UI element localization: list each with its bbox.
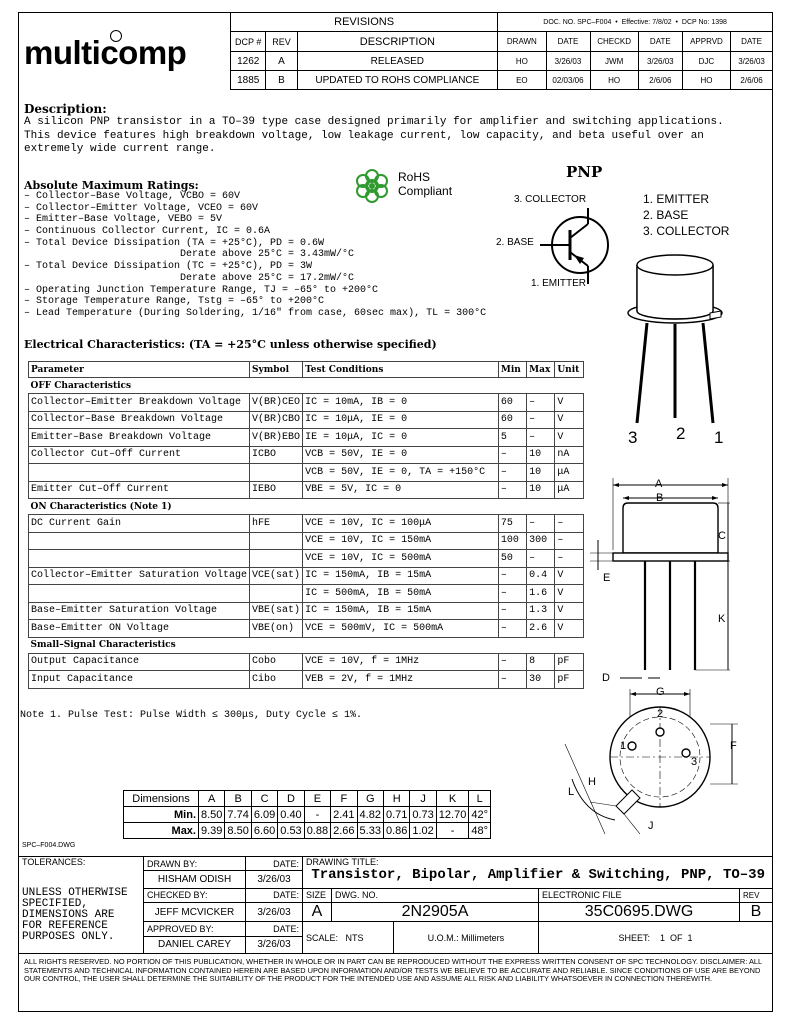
electrical-cell: VBE(on) [250,620,303,638]
checked-by: JEFF MCVICKER [144,902,246,921]
description-title: Description: [24,102,107,116]
electrical-cell: – [527,394,555,412]
pin-number-1: 1 [714,428,724,447]
dim-label-j: J [648,820,654,832]
dimensions-cell: 0.73 [410,807,436,823]
electrical-cell [29,532,250,550]
electrical-cell [250,550,303,568]
pnp-symbol-diagram [540,208,620,284]
electrical-cell: hFE [250,515,303,533]
revision-header-cell: DCP # [231,32,266,52]
dimensions-header-row [124,791,491,807]
sheet-cell: SHEET: 1 OF 1 [539,922,773,954]
revision-cell: 1885 [231,71,266,90]
rating-line: – Collector–Base Voltage, VCBO = 60V [24,191,241,202]
electrical-section-row [29,499,584,515]
electrical-section-row [29,637,584,653]
dwg-no: 2N2905A [332,902,539,921]
electrical-section-row [29,378,584,394]
electrical-row [29,515,584,533]
dimensions-header-cell: J [410,791,436,807]
revision-cell: 3/26/03 [638,52,682,71]
efile-label: ELECTRONIC FILE [539,888,740,902]
dimensions-cell: 48° [469,823,491,839]
electrical-cell: Collector–Base Breakdown Voltage [29,411,250,429]
electrical-cell: – [527,411,555,429]
approved-date-label: DATE: [246,922,303,936]
revision-cell: 1262 [231,52,266,71]
electrical-cell: Cibo [250,671,303,689]
electrical-cell: Collector–Emitter Breakdown Voltage [29,394,250,412]
electrical-cell: – [498,653,526,671]
revision-header-cell: DATE [638,32,682,52]
electrical-cell: μA [555,481,584,499]
drawing-title-cell: DRAWING TITLE: Transistor, Bipolar, Amplifier & Switching, PNP, TO–39 [303,857,773,889]
dimensions-cell: - [304,807,330,823]
dwg-no-label: DWG. NO. [332,888,539,902]
revision-header-cell: REV [266,32,297,52]
scale-cell: SCALE: NTS [303,922,394,954]
dimensions-cell: 1.02 [410,823,436,839]
dim-label-a: A [655,478,663,490]
dimensions-cell: - [436,823,469,839]
electrical-section-title: Small–Signal Characteristics [29,637,584,653]
dim-label-l: L [568,786,575,798]
electrical-cell: V [555,602,584,620]
electrical-cell: – [498,602,526,620]
revision-header-cell: DRAWN [498,32,546,52]
electrical-cell: 10 [527,464,555,482]
dimensions-table [123,790,491,839]
dimensions-row [124,807,491,823]
electrical-cell: V(BR)CBO [250,411,303,429]
dimensions-cell: 8.50 [199,807,225,823]
electrical-cell: – [498,464,526,482]
rating-line: – Total Device Dissipation (TC = +25°C), PD = 3W [24,261,313,273]
logo-mark-icon [110,30,122,42]
electrical-cell: V [555,394,584,412]
tolerances-label: TOLERANCES: [19,857,144,889]
drawing-title: Transistor, Bipolar, Amplifier & Switching, PNP, TO–39 [311,867,765,883]
pnp-title: PNP [566,163,603,181]
revision-row [231,71,773,90]
dimensions-cell: 6.09 [251,807,277,823]
dimensions-cell: 0.53 [278,823,304,839]
electrical-cell: – [498,567,526,585]
rating-line: – Operating Junction Temperature Range, TJ = –65° to +200°C [24,284,379,296]
electrical-cell: – [527,550,555,568]
electrical-cell: IC = 150mA, IB = 15mA [303,602,499,620]
revision-cell: EO [498,71,546,90]
electrical-cell: Emitter Cut–Off Current [29,481,250,499]
dimensions-header-cell: Dimensions [124,791,199,807]
electrical-cell: – [527,429,555,447]
approved-by-label: APPROVED BY: [144,922,246,936]
rating-line: Derate above 25°C = 17.2mW/°C [24,272,355,284]
dimensions-header-cell: G [357,791,383,807]
electrical-row [29,585,584,603]
electrical-cell: V [555,429,584,447]
electrical-title: Electrical Characteristics: (TA = +25°C unless otherwise specified) [24,338,437,351]
electrical-cell: – [527,515,555,533]
dimensions-cell: 9.39 [199,823,225,839]
dimensions-header-cell: A [199,791,225,807]
electrical-cell: VEB = 2V, f = 1MHz [303,671,499,689]
dimensions-header-cell: H [383,791,409,807]
approved-by: DANIEL CAREY [144,936,246,953]
approved-date: 3/26/03 [246,936,303,953]
dimensions-cell: 12.70 [436,807,469,823]
checked-date-label: DATE: [246,888,303,902]
rating-line: – Emitter–Base Voltage, VEBO = 5V [24,214,223,226]
dimensions-cell: 0.40 [278,807,304,823]
dimensions-cell: 5.33 [357,823,383,839]
size-value: A [303,902,332,921]
electrical-row [29,671,584,689]
electrical-row [29,602,584,620]
electrical-cell: V [555,411,584,429]
electrical-cell: DC Current Gain [29,515,250,533]
electrical-cell: Base–Emitter ON Voltage [29,620,250,638]
dim-label-g: G [656,686,665,698]
file-label: SPC–F004.DWG [22,842,76,849]
electrical-cell: 50 [498,550,526,568]
rating-line: – Continuous Collector Current, IC = 0.6A [24,226,271,238]
revision-cell: 2/6/06 [638,71,682,90]
electrical-cell: – [498,671,526,689]
electrical-cell: 60 [498,411,526,429]
electrical-row [29,464,584,482]
dim-label-d: D [602,672,610,684]
dimensions-cell: 2.41 [331,807,357,823]
electrical-cell: 8 [527,653,555,671]
electrical-cell: ICBO [250,446,303,464]
electrical-cell: – [498,481,526,499]
symbol-emitter-label: 1. EMITTER [531,278,587,289]
legal-disclaimer: ALL RIGHTS RESERVED. NO PORTION OF THIS PUBLICATION, WHETHER IN WHOLE OR IN PART CAN BE REPRODUCED WITHOUT THE EXPRESS WRITTEN CONSENT OF SPC TECHNOLOGY. DISCLAIMER: ALL STATEMENTS AND TECHNICAL INFORMATION CONTAINED HEREIN ARE BASED UPON INFORMATION AND/OR TESTS WE BELIEVE TO BE ACCURATE AND RELIABLE. SINCE CONDITIONS OF USE ARE BEYOND OUR CONTROL, THE USER SHALL DETERMINE THE SUITABILITY OF THE PRODUCT FOR THE INTENDED USE AND ASSUME ALL RISK AND LIABILITY WHATSOEVER IN CONNECTION THEREWITH. [24,957,762,984]
electrical-cell: 0.4 [527,567,555,585]
electrical-section-title: OFF Characteristics [29,378,584,394]
revision-row [231,52,773,71]
electrical-cell: VBE(sat) [250,602,303,620]
size-label: SIZE [303,888,332,902]
electrical-cell: 1.6 [527,585,555,603]
dimensions-header-cell: E [304,791,330,807]
electrical-cell: IC = 10mA, IB = 0 [303,394,499,412]
revision-header-cell: APPRVD [682,32,730,52]
electrical-row [29,481,584,499]
electrical-cell: Emitter–Base Breakdown Voltage [29,429,250,447]
electrical-cell: Cobo [250,653,303,671]
electrical-cell: 10 [527,446,555,464]
electrical-cell: 30 [527,671,555,689]
dimensions-cell: Max. [124,823,199,839]
rating-line: Derate above 25°C = 3.43mW/°C [24,249,355,261]
symbol-base-label: 2. BASE [496,237,534,248]
electrical-header-cell: Test Conditions [303,362,499,378]
dimensions-header-cell: L [469,791,491,807]
symbol-collector-label: 3. COLLECTOR [514,194,587,205]
revision-cell: DJC [682,52,730,71]
revision-cell: 3/26/03 [731,52,773,71]
dim-label-e: E [603,572,611,584]
electrical-cell: IEBO [250,481,303,499]
electrical-cell: 300 [527,532,555,550]
electrical-cell: 5 [498,429,526,447]
package-3d-drawing [625,243,735,443]
pulse-note: Note 1. Pulse Test: Pulse Width ≤ 300μs, Duty Cycle ≤ 1%. [20,710,363,721]
bottom-pin-1: 1 [620,740,627,752]
electrical-cell: V(BR)EBO [250,429,303,447]
drawn-date: 3/26/03 [246,871,303,888]
electrical-cell: Input Capacitance [29,671,250,689]
dim-label-b: B [656,492,664,504]
revision-cell: RELEASED [297,52,498,71]
electrical-cell: 2.6 [527,620,555,638]
electrical-cell: Base–Emitter Saturation Voltage [29,602,250,620]
drawn-date-label: DATE: [246,857,303,871]
electrical-row [29,620,584,638]
electrical-cell: VCE = 10V, IC = 150mA [303,532,499,550]
rating-line: – Lead Temperature (During Soldering, 1/16" from case, 60sec max), TL = 300°C [24,307,487,319]
title-block [18,856,773,954]
rating-line: – Storage Temperature Range, Tstg = –65° to +200°C [24,296,325,308]
dimensions-header-cell: F [331,791,357,807]
electrical-header-cell: Min [498,362,526,378]
drawn-by-label: DRAWN BY: [144,857,246,871]
revision-cell: 02/03/06 [546,71,590,90]
uom: U.O.M.: Millimeters [393,922,538,954]
electrical-row [29,550,584,568]
electrical-cell: VCE = 500mV, IC = 500mA [303,620,499,638]
pin-number-3: 3 [628,428,638,447]
electrical-cell [29,585,250,603]
electrical-cell: V [555,620,584,638]
dimensions-cell: 0.86 [383,823,409,839]
electrical-header-row [29,362,584,378]
dimensions-row [124,823,491,839]
dim-label-h: H [588,776,596,788]
electrical-row [29,653,584,671]
electrical-cell: V(BR)CEO [250,394,303,412]
dim-label-f: F [730,740,737,752]
electrical-cell [29,464,250,482]
electrical-row [29,411,584,429]
electrical-cell: VBE = 5V, IC = 0 [303,481,499,499]
dimensions-cell: 0.71 [383,807,409,823]
bottom-pin-2: 2 [657,708,664,720]
electrical-row [29,446,584,464]
revision-header-cell: DESCRIPTION [297,32,498,52]
dimensions-cell: 8.50 [225,823,251,839]
revision-cell: B [266,71,297,90]
package-bottom-view-drawing [560,684,750,844]
electrical-cell [29,550,250,568]
revision-cell: HO [590,71,638,90]
electrical-cell: IE = 10μA, IC = 0 [303,429,499,447]
revision-cell: HO [498,52,546,71]
electrical-cell: IC = 150mA, IB = 15mA [303,567,499,585]
revision-header-cell: DATE [731,32,773,52]
ratings-list [24,191,486,320]
rev-value: B [740,902,773,921]
revision-cell: 2/6/06 [731,71,773,90]
electrical-cell: – [555,550,584,568]
electrical-cell: IC = 10μA, IE = 0 [303,411,499,429]
ratings-title: Absolute Maximum Ratings: [24,179,199,192]
electrical-cell: – [555,532,584,550]
dim-label-c: C [718,530,726,542]
electrical-cell: IC = 500mA, IB = 50mA [303,585,499,603]
electrical-cell: V [555,585,584,603]
revision-cell: UPDATED TO ROHS COMPLIANCE [297,71,498,90]
rating-line: – Total Device Dissipation (TA = +25°C), PD = 0.6W [24,237,325,249]
revision-header-cell: CHECKD [590,32,638,52]
electrical-cell: – [498,620,526,638]
electrical-cell: Output Capacitance [29,653,250,671]
electrical-row [29,394,584,412]
electrical-cell: – [555,515,584,533]
electrical-row [29,429,584,447]
electrical-cell: V [555,567,584,585]
electrical-header-cell: Unit [555,362,584,378]
dimensions-header-cell: C [251,791,277,807]
rev-label: REV [740,888,773,902]
electrical-row [29,567,584,585]
electrical-cell: VCE(sat) [250,567,303,585]
checked-date: 3/26/03 [246,902,303,921]
rohs-label: RoHS Compliant [398,170,453,198]
dimensions-cell: 6.60 [251,823,277,839]
electrical-cell: VCE = 10V, IC = 500mA [303,550,499,568]
electrical-cell: 100 [498,532,526,550]
electrical-cell: VCB = 50V, IE = 0 [303,446,499,464]
dimensions-header-cell: D [278,791,304,807]
dimensions-cell: 42° [469,807,491,823]
checked-by-label: CHECKED BY: [144,888,246,902]
electrical-row [29,532,584,550]
doc-info: DOC. NO. SPC–F004 • Effective: 7/8/02 • DCP No: 1398 [498,13,773,32]
bottom-pin-3: 3 [691,756,698,768]
efile: 35C0695.DWG [539,902,740,921]
revision-cell: HO [682,71,730,90]
dimensions-cell: 7.74 [225,807,251,823]
electrical-header-cell: Max [527,362,555,378]
revision-cell: A [266,52,297,71]
electrical-cell: pF [555,653,584,671]
dimensions-cell: 4.82 [357,807,383,823]
electrical-cell: 10 [527,481,555,499]
pin-number-2: 2 [676,424,686,443]
electrical-cell: VCE = 10V, f = 1MHz [303,653,499,671]
pinout-list: 1. EMITTER 2. BASE 3. COLLECTOR [643,192,730,238]
tolerances-text: UNLESS OTHERWISE SPECIFIED, DIMENSIONS ARE FOR REFERENCE PURPOSES ONLY. [19,888,144,953]
drawn-by: HISHAM ODISH [144,871,246,888]
revision-header-cell: DATE [546,32,590,52]
electrical-cell: 60 [498,394,526,412]
electrical-header-cell: Symbol [250,362,303,378]
revisions-table [230,12,773,90]
electrical-cell: 75 [498,515,526,533]
electrical-header-cell: Parameter [29,362,250,378]
electrical-cell [250,532,303,550]
dimensions-cell: 0.88 [304,823,330,839]
description-text: A silicon PNP transistor in a TO–39 type case designed primarily for amplifier and switching applications. This device features high breakdown voltage, low leakage current, low capacity, and beta useful over an extremely wide current range. [24,116,724,155]
electrical-section-title: ON Characteristics (Note 1) [29,499,584,515]
dimensions-cell: 2.66 [331,823,357,839]
brand-logo: multicomp [24,34,186,72]
dim-label-k: K [718,613,726,625]
electrical-characteristics-table [28,361,584,689]
electrical-cell: – [498,585,526,603]
electrical-cell: – [498,446,526,464]
dimensions-header-cell: B [225,791,251,807]
dimensions-header-cell: K [436,791,469,807]
package-side-view-drawing [590,470,740,690]
revision-cell: JWM [590,52,638,71]
electrical-cell: μA [555,464,584,482]
electrical-cell: VCB = 50V, IE = 0, TA = +150°C [303,464,499,482]
revision-cell: 3/26/03 [546,52,590,71]
rating-line: – Collector–Emitter Voltage, VCEO = 60V [24,202,259,214]
electrical-cell [250,464,303,482]
electrical-cell: 1.3 [527,602,555,620]
electrical-cell: Collector Cut–Off Current [29,446,250,464]
electrical-cell [250,585,303,603]
electrical-cell: nA [555,446,584,464]
revisions-title: REVISIONS [231,13,498,32]
electrical-cell: pF [555,671,584,689]
electrical-cell: VCE = 10V, IC = 100μA [303,515,499,533]
electrical-cell: Collector–Emitter Saturation Voltage [29,567,250,585]
dimensions-cell: Min. [124,807,199,823]
